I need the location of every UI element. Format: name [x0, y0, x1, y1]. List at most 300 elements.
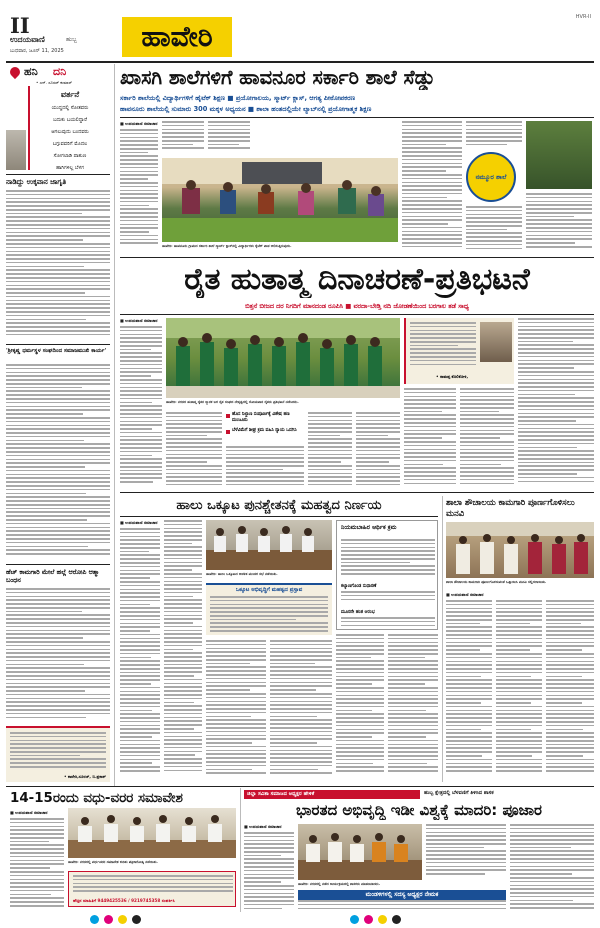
- poem-line: ಯುದ್ಧದಲ್ಲಿ ಸೋತವರು: [51, 105, 89, 111]
- body-text-line: [208, 140, 250, 142]
- body-text-line: [298, 900, 506, 902]
- body-text-line: [341, 558, 435, 560]
- body-text-line: [356, 465, 400, 467]
- body-text-line: [496, 740, 542, 742]
- body-text-line: [298, 908, 506, 910]
- body-text-line: [388, 698, 438, 700]
- body-text-line: [518, 386, 594, 388]
- body-text-line: [6, 599, 110, 601]
- body-text-line: [460, 483, 514, 485]
- story2-quote-body: [410, 322, 476, 370]
- body-text-line: [206, 666, 266, 668]
- body-text-line: [356, 484, 400, 486]
- body-text-line: [120, 405, 162, 407]
- body-text-line: [308, 457, 352, 459]
- body-text-line: [460, 445, 514, 447]
- body-text-line: [402, 155, 462, 157]
- body-text-line: [164, 656, 202, 658]
- body-text-line: [164, 584, 202, 586]
- body-text-line: [120, 585, 160, 587]
- body-text-line: [120, 159, 158, 161]
- body-text-line: [410, 356, 476, 358]
- body-text-line: [546, 653, 594, 655]
- body-text-line: [6, 538, 110, 540]
- body-text-line: [388, 721, 438, 723]
- body-text-line: [206, 685, 266, 687]
- body-text-line: [466, 132, 522, 134]
- lead-byline: ■ ಉದಯವಾಣಿ ಸಮಾಚಾರ: [120, 121, 158, 126]
- body-text-line: [6, 194, 110, 196]
- body-text-line: [206, 682, 266, 684]
- body-text-line: [510, 900, 573, 902]
- body-text-line: [336, 691, 384, 693]
- body-text-line: [120, 562, 160, 564]
- body-text-line: [10, 740, 106, 742]
- body-text-line: [6, 235, 110, 237]
- body-text-line: [162, 125, 204, 127]
- body-text-line: [164, 736, 202, 738]
- body-text-line: [164, 569, 192, 571]
- body-text-line: [426, 832, 506, 834]
- body-text-line: [120, 364, 162, 366]
- body-text-line: [402, 219, 462, 221]
- body-text-line: [244, 843, 294, 845]
- body-text-line: [270, 765, 332, 767]
- story3-side-bullet: ಕಲ್ಯಾಣಗೊಂಡ ಸುಧಾರಣೆ: [341, 584, 377, 589]
- body-text-line: [510, 843, 594, 845]
- body-text-line: [10, 867, 50, 869]
- story2-deck: ಬಿತ್ತನೆ ಬೀಜದ ದರ ನಿಗದಿಗೆ ಮಾನದಂಡ ರೂಪಿಸಿ ■ ವರದಾ-ಬೇಡ್ತಿ ನದಿ ಜೋಡಣೆಯಿಂದ ಬರಗಾಲ ತಡೆ ಸಾಧ್ಯ: [245, 302, 469, 310]
- body-text-line: [164, 645, 202, 647]
- body-text-line: [6, 232, 110, 234]
- body-text-line: [404, 430, 456, 432]
- body-text-line: [120, 630, 150, 632]
- body-text-line: [6, 633, 110, 635]
- body-text-line: [518, 405, 594, 407]
- body-text-line: [10, 852, 64, 854]
- body-text-line: [546, 713, 594, 715]
- poem-line: ಸೋಗಲಾಡಿ ಪಾತುಣ: [53, 153, 87, 159]
- body-text-line: [426, 828, 506, 830]
- body-text-line: [166, 465, 222, 467]
- body-text-line: [388, 649, 438, 651]
- body-text-line: [496, 638, 542, 640]
- body-text-line: [120, 736, 152, 738]
- body-text-line: [208, 136, 250, 138]
- body-text-line: [388, 687, 438, 689]
- body-text-line: [510, 835, 594, 837]
- body-text-line: [402, 234, 462, 236]
- body-text-line: [546, 691, 594, 693]
- body-text-line: [6, 334, 110, 336]
- body-text-line: [120, 451, 162, 453]
- body-text-line: [6, 698, 110, 700]
- lead-body-col1: [120, 129, 158, 249]
- body-text-line: [166, 461, 207, 463]
- story3-byline: ■ ಉದಯವಾಣಿ ಸಮಾಚಾರ: [120, 520, 158, 525]
- body-text-line: [388, 747, 438, 749]
- body-text-line: [402, 223, 448, 225]
- body-text-line: [206, 655, 266, 657]
- body-text-line: [388, 672, 438, 674]
- body-text-line: [496, 608, 542, 610]
- body-text-line: [336, 751, 384, 753]
- body-text-line: [546, 615, 594, 617]
- body-text-line: [244, 881, 281, 883]
- body-text-line: [518, 318, 594, 320]
- story6-byline: ■ ಉದಯವಾಣಿ ಸಮಾಚಾರ: [244, 824, 282, 829]
- body-text-line: [546, 755, 583, 757]
- body-text-line: [244, 885, 294, 887]
- body-text-line: [164, 531, 202, 533]
- body-text-line: [388, 676, 438, 678]
- body-text-line: [546, 729, 583, 731]
- body-text-line: [120, 604, 150, 606]
- body-text-line: [518, 416, 594, 418]
- body-text-line: [356, 461, 389, 463]
- body-text-line: [226, 476, 304, 478]
- body-text-line: [410, 341, 476, 343]
- body-text-line: [446, 683, 492, 685]
- poem-photo: [6, 130, 26, 170]
- body-text-line: [496, 729, 531, 731]
- body-text-line: [341, 625, 435, 627]
- body-text-line: [6, 614, 110, 616]
- body-text-line: [496, 736, 542, 738]
- body-text-line: [518, 326, 594, 328]
- body-text-line: [208, 144, 239, 146]
- body-text-line: [460, 471, 514, 473]
- story2-bullet-box: [226, 412, 304, 488]
- body-text-line: [164, 743, 202, 745]
- body-text-line: [166, 469, 222, 471]
- body-text-line: [404, 471, 456, 473]
- body-text-line: [446, 759, 492, 761]
- body-text-line: [120, 224, 158, 226]
- story2-quote-byline: • ರಾಮಪ್ಪ ಕೊಲಿಕೋಳಿ,: [436, 374, 468, 379]
- body-text-line: [270, 727, 332, 729]
- body-text-line: [6, 596, 110, 598]
- body-text-line: [526, 235, 592, 237]
- body-text-line: [164, 630, 202, 632]
- body-text-line: [270, 750, 332, 752]
- body-text-line: [466, 140, 522, 142]
- body-text-line: [356, 446, 400, 448]
- body-text-line: [120, 345, 162, 347]
- body-text-line: [6, 549, 110, 551]
- body-text-line: [210, 630, 328, 632]
- body-text-line: [270, 689, 316, 691]
- body-text-line: [206, 708, 266, 710]
- body-text-line: [546, 740, 594, 742]
- body-text-line: [226, 465, 304, 467]
- body-text-line: [120, 762, 152, 764]
- story3-body-col3: [206, 640, 266, 778]
- body-text-line: [120, 375, 151, 377]
- body-text-line: [244, 870, 294, 872]
- body-text-line: [518, 469, 594, 471]
- story2-quote-box: [404, 318, 514, 384]
- body-text-line: [426, 858, 506, 860]
- body-text-line: [73, 879, 233, 881]
- body-text-line: [120, 536, 160, 538]
- body-text-line: [518, 375, 594, 377]
- body-text-line: [6, 322, 110, 324]
- paper-name: ಉದಯವಾಣಿ: [10, 35, 45, 44]
- body-text-line: [244, 832, 294, 834]
- body-text-line: [208, 147, 250, 149]
- body-text-line: [120, 167, 158, 169]
- body-text-line: [336, 668, 384, 670]
- body-text-line: [336, 744, 384, 746]
- body-text-line: [426, 850, 506, 852]
- body-text-line: [164, 758, 202, 760]
- registration-mark-icon: [378, 915, 387, 924]
- story4-caption: ಶಾಲಾ ಶೌಚಾಲಯ ಕಾಮಗಾರಿ ಪೂರ್ಣಗೊಳಿಸುವಂತೆ ಒತ್ತಾಯಿಸಿ ಮನವಿ ಸಲ್ಲಿಸಲಾಯಿತು.: [446, 580, 547, 584]
- body-text-line: [120, 326, 162, 328]
- body-text-line: [6, 383, 110, 385]
- body-text-line: [164, 546, 202, 548]
- body-text-line: [518, 473, 577, 475]
- story3-box-body: [210, 596, 328, 634]
- body-text-line: [10, 879, 64, 881]
- body-text-line: [166, 412, 222, 414]
- lead-body-col4: [402, 121, 462, 253]
- body-text-line: [341, 550, 435, 552]
- body-text-line: [404, 433, 456, 435]
- body-text-line: [120, 462, 162, 464]
- body-text-line: [356, 438, 400, 440]
- sidebar-headline-1: ನಾಡಿದ್ದು ಉಕ್ಕವಾನ ಜಾಗೃತಿ: [6, 178, 67, 186]
- body-text-line: [10, 860, 64, 862]
- body-text-line: [120, 645, 160, 647]
- body-text-line: [120, 390, 162, 392]
- body-text-line: [120, 747, 160, 749]
- body-text-line: [164, 690, 202, 692]
- body-text-line: [208, 132, 250, 134]
- body-text-line: [270, 738, 332, 740]
- body-text-line: [206, 659, 266, 661]
- body-text-line: [308, 450, 352, 452]
- story2-body-col5: [404, 388, 456, 488]
- body-text-line: [164, 562, 202, 564]
- body-text-line: [73, 886, 233, 888]
- body-text-line: [6, 432, 110, 434]
- body-text-line: [546, 664, 594, 666]
- body-text-line: [120, 664, 160, 666]
- body-text-line: [460, 411, 499, 413]
- body-text-line: [388, 713, 438, 715]
- body-text-line: [164, 626, 202, 628]
- lead-body-col2: [162, 121, 204, 155]
- body-text-line: [496, 679, 542, 681]
- body-text-line: [356, 454, 400, 456]
- body-text-line: [308, 454, 352, 456]
- body-text-line: [206, 670, 266, 672]
- sidebar-headline-2: 'ಶ್ರೀಕೃಷ್ಣ ಧರ್ಮಸ್ಥಳ ಸಂಘದಿಂದ ಸಮಾಜಮುಖಿ ಕಾರ್ಯ': [6, 348, 107, 354]
- body-text-line: [404, 422, 456, 424]
- body-text-line: [410, 352, 476, 354]
- body-text-line: [356, 473, 400, 475]
- body-text-line: [6, 406, 110, 408]
- body-text-line: [120, 766, 160, 768]
- body-text-line: [6, 630, 110, 632]
- body-text-line: [244, 877, 294, 879]
- body-text-line: [446, 740, 492, 742]
- body-text-line: [518, 428, 594, 430]
- body-text-line: [120, 360, 162, 362]
- body-text-line: [518, 420, 576, 422]
- body-text-line: [402, 151, 462, 153]
- body-text-line: [496, 691, 542, 693]
- body-text-line: [6, 326, 110, 328]
- body-text-line: [166, 423, 222, 425]
- body-text-line: [206, 678, 266, 680]
- body-text-line: [270, 682, 332, 684]
- body-text-line: [426, 869, 506, 871]
- body-text-line: [546, 717, 594, 719]
- body-text-line: [446, 623, 480, 625]
- body-text-line: [496, 653, 542, 655]
- body-text-line: [206, 723, 266, 725]
- body-text-line: [120, 394, 162, 396]
- body-text-line: [336, 755, 384, 757]
- body-text-line: [120, 528, 160, 530]
- body-text-line: [120, 619, 160, 621]
- body-text-line: [496, 766, 542, 768]
- body-text-line: [6, 705, 110, 707]
- body-text-line: [6, 368, 110, 370]
- body-text-line: [6, 519, 87, 521]
- body-text-line: [10, 829, 64, 831]
- body-text-line: [270, 708, 332, 710]
- body-text-line: [164, 622, 193, 624]
- body-text-line: [120, 208, 158, 210]
- body-text-line: [446, 626, 492, 628]
- body-text-line: [6, 683, 110, 685]
- body-text-line: [496, 623, 530, 625]
- body-text-line: [510, 858, 594, 860]
- body-text-line: [510, 869, 594, 871]
- body-text-line: [356, 423, 400, 425]
- body-text-line: [6, 466, 85, 468]
- body-text-line: [402, 170, 446, 172]
- body-text-line: [120, 242, 158, 244]
- body-text-line: [6, 508, 110, 510]
- body-text-line: [336, 660, 384, 662]
- body-text-line: [466, 129, 522, 131]
- body-text-line: [336, 763, 373, 765]
- body-text-line: [341, 539, 435, 541]
- body-text-line: [496, 615, 542, 617]
- body-text-line: [10, 875, 64, 877]
- body-text-line: [404, 426, 456, 428]
- body-text-line: [546, 608, 594, 610]
- body-text-line: [166, 435, 207, 437]
- body-text-line: [120, 424, 162, 426]
- body-text-line: [120, 611, 160, 613]
- body-text-line: [164, 535, 202, 537]
- body-text-line: [388, 706, 438, 708]
- body-text-line: [336, 649, 384, 651]
- body-text-line: [404, 475, 456, 477]
- body-text-line: [73, 875, 233, 877]
- body-text-line: [546, 744, 594, 746]
- body-text-line: [120, 186, 158, 188]
- body-text-line: [308, 412, 352, 414]
- body-text-line: [210, 626, 328, 628]
- body-text-line: [6, 190, 110, 192]
- body-text-line: [402, 147, 462, 149]
- body-text-line: [410, 360, 476, 362]
- body-text-line: [388, 683, 425, 685]
- body-text-line: [6, 254, 110, 256]
- body-text-line: [6, 649, 110, 651]
- lead-body-col3: [208, 121, 250, 155]
- story3-side-head: ನಿಯಮಬಾಹಿರ ಆರ್ಥಿಕ ಕ್ರಮ: [341, 524, 397, 531]
- story3-photo-art: [206, 520, 332, 570]
- body-text-line: [466, 206, 522, 208]
- story5-box: [68, 871, 236, 907]
- body-text-line: [510, 850, 594, 852]
- story3-box: [206, 583, 332, 635]
- story4-photo-art: [446, 522, 594, 578]
- body-text-line: [164, 588, 202, 590]
- body-text-line: [356, 412, 400, 414]
- body-text-line: [404, 388, 456, 390]
- body-text-line: [308, 480, 352, 482]
- bullet-icon: [226, 414, 230, 418]
- body-text-line: [402, 246, 462, 248]
- body-text-line: [206, 701, 266, 703]
- body-text-line: [6, 511, 110, 513]
- body-text-line: [120, 163, 158, 165]
- body-text-line: [388, 710, 426, 712]
- body-text-line: [404, 441, 456, 443]
- story2-headline: ರೈತ ಹುತಾತ್ಮ ದಿನಾಚರಣೆ-ಪ್ರತಿಭಟನೆ: [184, 262, 530, 297]
- body-text-line: [518, 360, 594, 362]
- body-text-line: [388, 702, 438, 704]
- body-text-line: [466, 144, 507, 146]
- body-text-line: [388, 744, 438, 746]
- body-text-line: [6, 542, 110, 544]
- body-text-line: [166, 450, 222, 452]
- body-text-line: [210, 615, 328, 617]
- body-text-line: [446, 679, 492, 681]
- body-text-line: [120, 675, 160, 677]
- body-text-line: [6, 713, 110, 715]
- body-text-line: [404, 407, 456, 409]
- body-text-line: [164, 641, 202, 643]
- body-text-line: [356, 457, 400, 459]
- body-text-line: [270, 753, 332, 755]
- body-text-line: [446, 721, 492, 723]
- body-text-line: [6, 588, 110, 590]
- body-text-line: [518, 356, 594, 358]
- body-text-line: [6, 641, 110, 643]
- story6-kicker: ಜಿಲ್ಲಾ ಸವಿತಾ ಸಮಾಜದ ಅಧ್ಯಕ್ಷರ ಹೇಳಿಕೆ: [244, 790, 420, 799]
- body-text-line: [6, 592, 110, 594]
- story2-caption: ಹಾವೇರಿ: ನಗರದ ಹುತಾತ್ಮ ರೈತರ ಸ್ಮಾರಕ ಬಳಿ ರೈತ ಸಂಘದ ನೇತೃತ್ವದಲ್ಲಿ ಸೋಮವಾರ ರೈತರು ಪ್ರತಿಭಟನೆ ನಡೆಸಿದರು.: [166, 400, 299, 404]
- body-text-line: [164, 698, 202, 700]
- body-text-line: [164, 717, 202, 719]
- body-text-line: [460, 452, 514, 454]
- body-text-line: [336, 729, 384, 731]
- body-text-line: [206, 712, 266, 714]
- body-text-line: [164, 615, 202, 617]
- body-text-line: [6, 425, 110, 427]
- body-text-line: [164, 732, 202, 734]
